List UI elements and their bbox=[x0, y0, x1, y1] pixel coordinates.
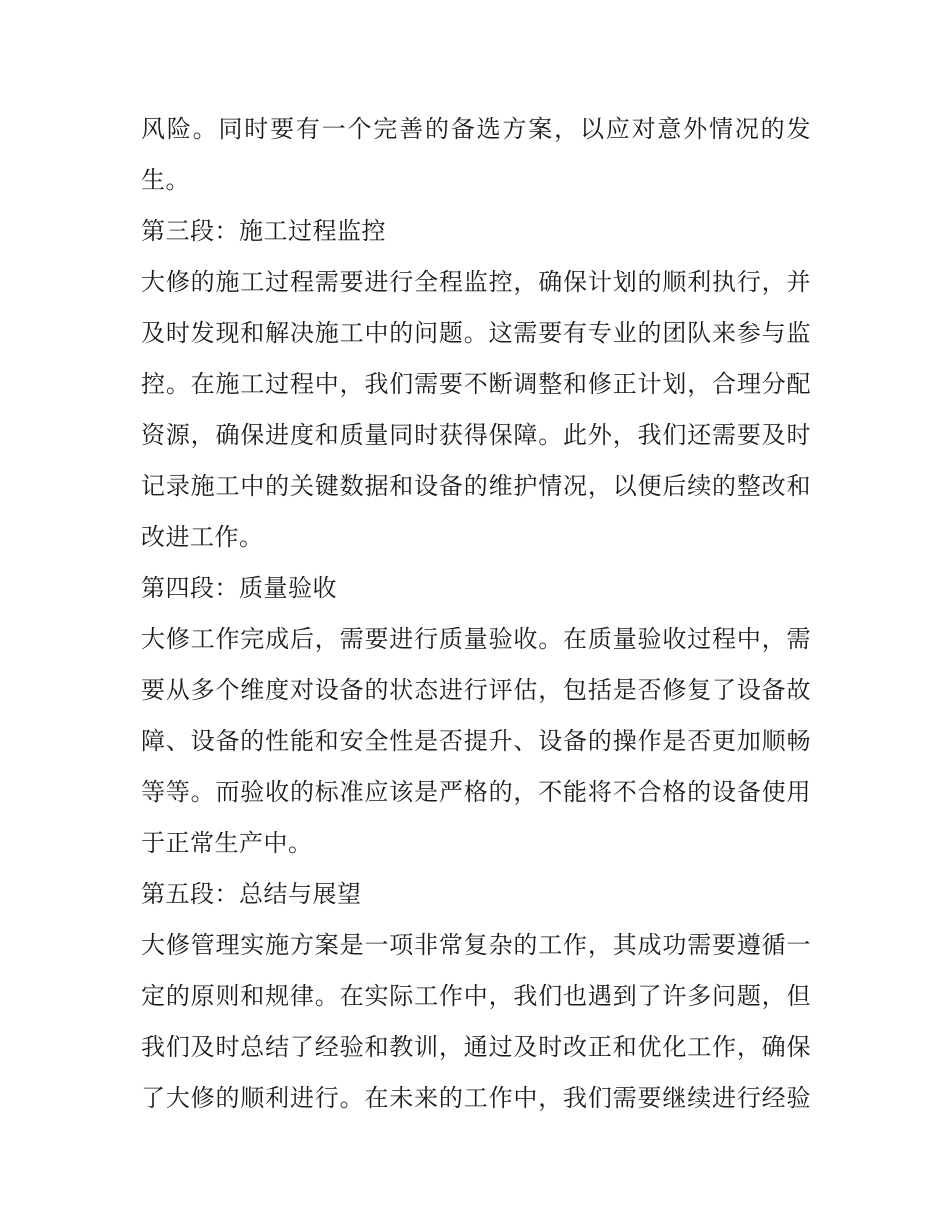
text-line: 生。 bbox=[141, 166, 190, 194]
text-line: 及时发现和解决施工中的问题。这需要有专业的团队来参与监 bbox=[141, 319, 811, 347]
text-line: 于正常生产中。 bbox=[141, 829, 313, 857]
text-line: 改进工作。 bbox=[141, 523, 264, 551]
text-line: 大修管理实施方案是一项非常复杂的工作，其成功需要遵循一 bbox=[141, 931, 811, 959]
text-line: 我们及时总结了经验和教训，通过及时改正和优化工作，确保 bbox=[141, 1033, 811, 1061]
text-line: 定的原则和规律。在实际工作中，我们也遇到了许多问题，但 bbox=[141, 982, 811, 1010]
text-line: 等等。而验收的标准应该是严格的，不能将不合格的设备使用 bbox=[141, 778, 811, 806]
text-line: 风险。同时要有一个完善的备选方案，以应对意外情况的发 bbox=[141, 115, 811, 143]
text-line: 记录施工中的关键数据和设备的维护情况，以便后续的整改和 bbox=[141, 472, 811, 500]
section-heading: 第五段：总结与展望 bbox=[141, 880, 362, 908]
text-line: 大修的施工过程需要进行全程监控，确保计划的顺利执行，并 bbox=[141, 268, 811, 296]
text-line: 资源，确保进度和质量同时获得保障。此外，我们还需要及时 bbox=[141, 421, 811, 449]
section-heading: 第四段：质量验收 bbox=[141, 574, 337, 602]
text-line: 大修工作完成后，需要进行质量验收。在质量验收过程中，需 bbox=[141, 625, 811, 653]
text-line: 了大修的顺利进行。在未来的工作中，我们需要继续进行经验 bbox=[141, 1084, 811, 1112]
text-line: 要从多个维度对设备的状态进行评估，包括是否修复了设备故 bbox=[141, 676, 811, 704]
text-line: 控。在施工过程中，我们需要不断调整和修正计划，合理分配 bbox=[141, 370, 811, 398]
text-line: 障、设备的性能和安全性是否提升、设备的操作是否更加顺畅 bbox=[141, 727, 811, 755]
section-heading: 第三段：施工过程监控 bbox=[141, 217, 386, 245]
